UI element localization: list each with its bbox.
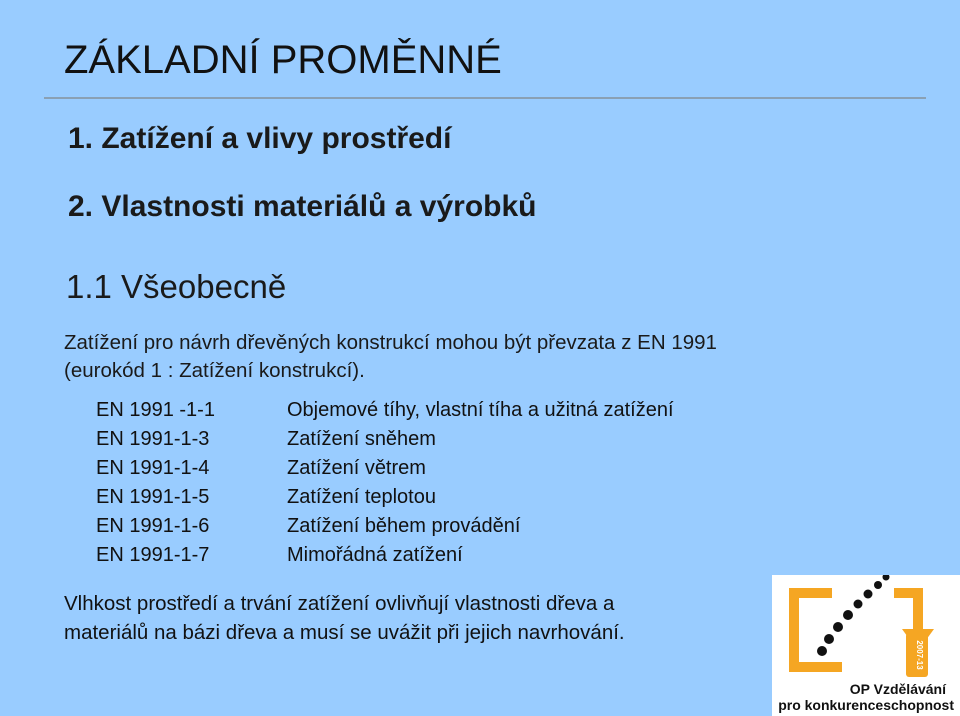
standard-code: EN 1991-1-4: [96, 457, 210, 479]
standard-code: EN 1991-1-5: [96, 486, 210, 508]
logo-badge-text: 2007-13: [915, 640, 924, 670]
standard-row: [96, 483, 674, 512]
standard-row: [96, 512, 674, 541]
intro-line: Zatížení pro návrh dřevěných konstrukcí mohou být převzata z EN 1991: [64, 331, 717, 354]
logo-text-line2: pro konkurenceschopnost: [778, 697, 954, 713]
standard-row: [96, 454, 674, 483]
standard-description: Objemové tíhy, vlastní tíha a užitná zatížení: [287, 399, 674, 421]
intro-paragraph: [64, 329, 717, 385]
logo-emblem-icon: [772, 575, 960, 680]
closing-line: Vlhkost prostředí a trvání zatížení ovlivňují vlastnosti dřeva a: [64, 592, 615, 615]
standard-row: [96, 541, 674, 570]
op-vzdelavani-logo: [772, 575, 960, 716]
heading-loads: 1. Zatížení a vlivy prostředí: [68, 122, 452, 155]
standard-row: [96, 425, 674, 454]
standard-code: EN 1991-1-6: [96, 515, 210, 537]
standard-description: Zatížení sněhem: [287, 428, 436, 450]
closing-paragraph: [64, 589, 625, 647]
heading-materials: 2. Vlastnosti materiálů a výrobků: [68, 190, 537, 223]
intro-line: (eurokód 1 : Zatížení konstrukcí).: [64, 359, 365, 382]
standard-row: [96, 396, 674, 425]
logo-text-line1: OP Vzdělávání: [849, 681, 946, 697]
standard-description: Zatížení teplotou: [287, 486, 436, 508]
closing-line: materiálů na bázi dřeva a musí se uvážit při jejich navrhování.: [64, 621, 625, 644]
section-heading: 1.1 Všeobecně: [66, 268, 287, 305]
standard-description: Zatížení během provádění: [287, 515, 521, 537]
standard-code: EN 1991-1-7: [96, 544, 210, 566]
title-divider: [44, 97, 926, 99]
standard-description: Mimořádná zatížení: [287, 544, 463, 566]
standards-list: [96, 396, 674, 570]
slide-title: ZÁKLADNÍ PROMĚNNÉ: [64, 38, 502, 82]
standard-code: EN 1991-1-3: [96, 428, 210, 450]
standard-code: EN 1991 -1-1: [96, 399, 215, 421]
standard-description: Zatížení větrem: [287, 457, 426, 479]
